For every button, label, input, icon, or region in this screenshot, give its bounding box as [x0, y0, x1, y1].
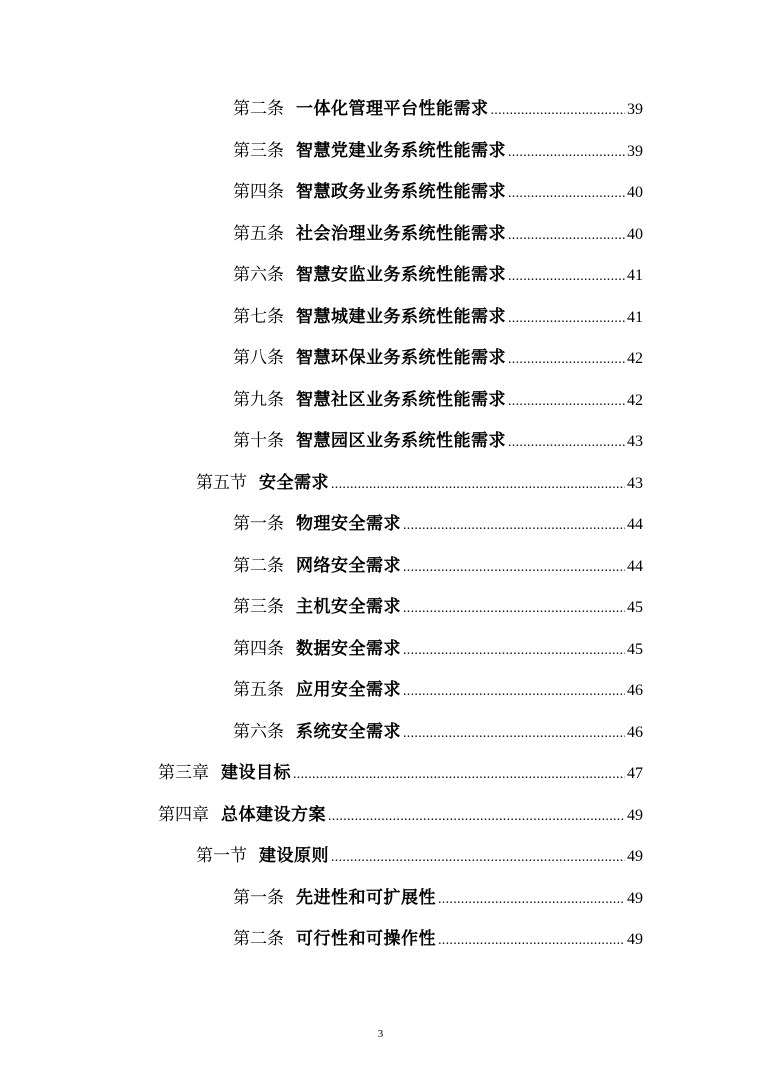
- toc-entry-title: 智慧环保业务系统性能需求: [296, 348, 506, 368]
- toc-leader-dots: [508, 215, 625, 257]
- toc-entry-title: 建设目标: [221, 763, 291, 783]
- toc-entry-title: 智慧政务业务系统性能需求: [296, 182, 506, 202]
- toc-leader-dots: [403, 547, 625, 589]
- toc-entry-number: 第四条: [233, 182, 284, 202]
- toc-entry[interactable]: [0, 380, 643, 422]
- toc-entry[interactable]: [0, 878, 643, 920]
- toc-entry[interactable]: [0, 504, 643, 546]
- toc-leader-dots: [508, 381, 625, 423]
- toc-entry-page: 42: [627, 350, 643, 367]
- toc-entry-title: 物理安全需求: [296, 514, 401, 534]
- toc-entry-title: 社会治理业务系统性能需求: [296, 223, 506, 244]
- toc-entry-title: 智慧社区业务系统性能需求: [296, 389, 506, 410]
- toc-entry-number: 第一节: [196, 846, 247, 866]
- toc-entry-page: 39: [627, 142, 643, 160]
- toc-entry-title: 智慧城建业务系统性能需求: [296, 306, 506, 327]
- toc-entry-title: 智慧安监业务系统性能需求: [296, 265, 506, 285]
- toc-entry[interactable]: [0, 89, 643, 131]
- toc-entry-page: 42: [627, 391, 643, 409]
- toc-entry-number: 第四条: [233, 638, 284, 659]
- toc-entry[interactable]: [0, 338, 643, 380]
- toc-entry-number: 第三条: [233, 597, 284, 617]
- toc-entry[interactable]: [0, 463, 643, 505]
- toc-entry-number: 第三条: [233, 140, 284, 161]
- toc-entry-page: 47: [627, 765, 643, 782]
- toc-entry[interactable]: [0, 587, 643, 629]
- toc-entry-title: 先进性和可扩展性: [296, 887, 436, 908]
- toc-entry-number: 第七条: [233, 306, 284, 327]
- toc-entry-title: 数据安全需求: [296, 638, 401, 659]
- toc-entry-title: 系统安全需求: [296, 721, 401, 742]
- toc-leader-dots: [403, 588, 625, 630]
- toc-entry[interactable]: [0, 753, 643, 795]
- toc-entry-number: 第三章: [158, 763, 209, 783]
- toc-leader-dots: [508, 132, 625, 174]
- toc-leader-dots: [508, 339, 625, 381]
- toc-entry-number: 第二条: [233, 929, 284, 949]
- toc-entry-number: 第二条: [233, 555, 284, 576]
- toc-entry-number: 第十条: [233, 431, 284, 451]
- toc-entry-page: 43: [627, 474, 643, 492]
- page-number: 3: [377, 1028, 384, 1040]
- toc-leader-dots: [508, 256, 625, 298]
- toc-entry-number: 第九条: [233, 389, 284, 410]
- toc-entry-page: 49: [627, 806, 643, 824]
- toc-entry-number: 第五条: [233, 223, 284, 244]
- toc-entry[interactable]: [0, 670, 643, 712]
- toc-entry-page: 41: [627, 308, 643, 326]
- toc-leader-dots: [331, 837, 625, 879]
- toc-leader-dots: [508, 298, 625, 340]
- table-of-contents: [0, 89, 761, 961]
- toc-entry[interactable]: [0, 546, 643, 588]
- toc-entry-page: 40: [627, 184, 643, 201]
- toc-entry-number: 第五节: [196, 472, 247, 493]
- toc-entry-title: 总体建设方案: [221, 804, 326, 825]
- toc-entry[interactable]: [0, 214, 643, 256]
- toc-entry-title: 建设原则: [259, 846, 329, 866]
- toc-entry-page: 49: [627, 931, 643, 948]
- toc-entry-page: 49: [627, 848, 643, 865]
- toc-entry-number: 第六条: [233, 721, 284, 742]
- toc-leader-dots: [491, 90, 626, 132]
- toc-entry-page: 45: [627, 599, 643, 616]
- toc-entry-page: 40: [627, 225, 643, 243]
- toc-leader-dots: [403, 630, 625, 672]
- toc-entry[interactable]: [0, 836, 643, 878]
- toc-leader-dots: [508, 173, 625, 215]
- toc-entry-page: 44: [627, 557, 643, 575]
- toc-leader-dots: [293, 754, 625, 796]
- toc-entry[interactable]: [0, 712, 643, 754]
- toc-entry-title: 一体化管理平台性能需求: [296, 99, 489, 119]
- toc-entry-page: 44: [627, 516, 643, 533]
- toc-entry[interactable]: [0, 795, 643, 837]
- toc-entry[interactable]: [0, 629, 643, 671]
- toc-entry-page: 45: [627, 640, 643, 658]
- toc-entry-number: 第一条: [233, 887, 284, 908]
- toc-entry[interactable]: [0, 131, 643, 173]
- toc-entry-page: 46: [627, 723, 643, 741]
- toc-entry-page: 43: [627, 433, 643, 450]
- toc-leader-dots: [403, 713, 625, 755]
- toc-entry-number: 第二条: [233, 99, 284, 119]
- toc-leader-dots: [438, 879, 625, 921]
- toc-entry-page: 49: [627, 889, 643, 907]
- toc-entry-title: 智慧园区业务系统性能需求: [296, 431, 506, 451]
- toc-leader-dots: [328, 796, 625, 838]
- toc-entry-page: 39: [627, 101, 643, 118]
- toc-entry[interactable]: [0, 919, 643, 961]
- toc-entry-title: 智慧党建业务系统性能需求: [296, 140, 506, 161]
- toc-entry-number: 第一条: [233, 514, 284, 534]
- toc-entry-number: 第四章: [158, 804, 209, 825]
- toc-entry-number: 第六条: [233, 265, 284, 285]
- toc-entry-number: 第五条: [233, 680, 284, 700]
- toc-entry-title: 主机安全需求: [296, 597, 401, 617]
- toc-entry-page: 46: [627, 682, 643, 699]
- toc-entry-number: 第八条: [233, 348, 284, 368]
- toc-entry-page: 41: [627, 267, 643, 284]
- toc-leader-dots: [438, 920, 625, 962]
- toc-leader-dots: [331, 464, 625, 506]
- toc-entry[interactable]: [0, 421, 643, 463]
- toc-entry-title: 可行性和可操作性: [296, 929, 436, 949]
- toc-entry-title: 应用安全需求: [296, 680, 401, 700]
- toc-leader-dots: [508, 422, 625, 464]
- toc-entry[interactable]: [0, 297, 643, 339]
- toc-entry-title: 网络安全需求: [296, 555, 401, 576]
- toc-leader-dots: [403, 505, 625, 547]
- toc-entry-title: 安全需求: [259, 472, 329, 493]
- toc-leader-dots: [403, 671, 625, 713]
- toc-entry[interactable]: [0, 172, 643, 214]
- toc-entry[interactable]: [0, 255, 643, 297]
